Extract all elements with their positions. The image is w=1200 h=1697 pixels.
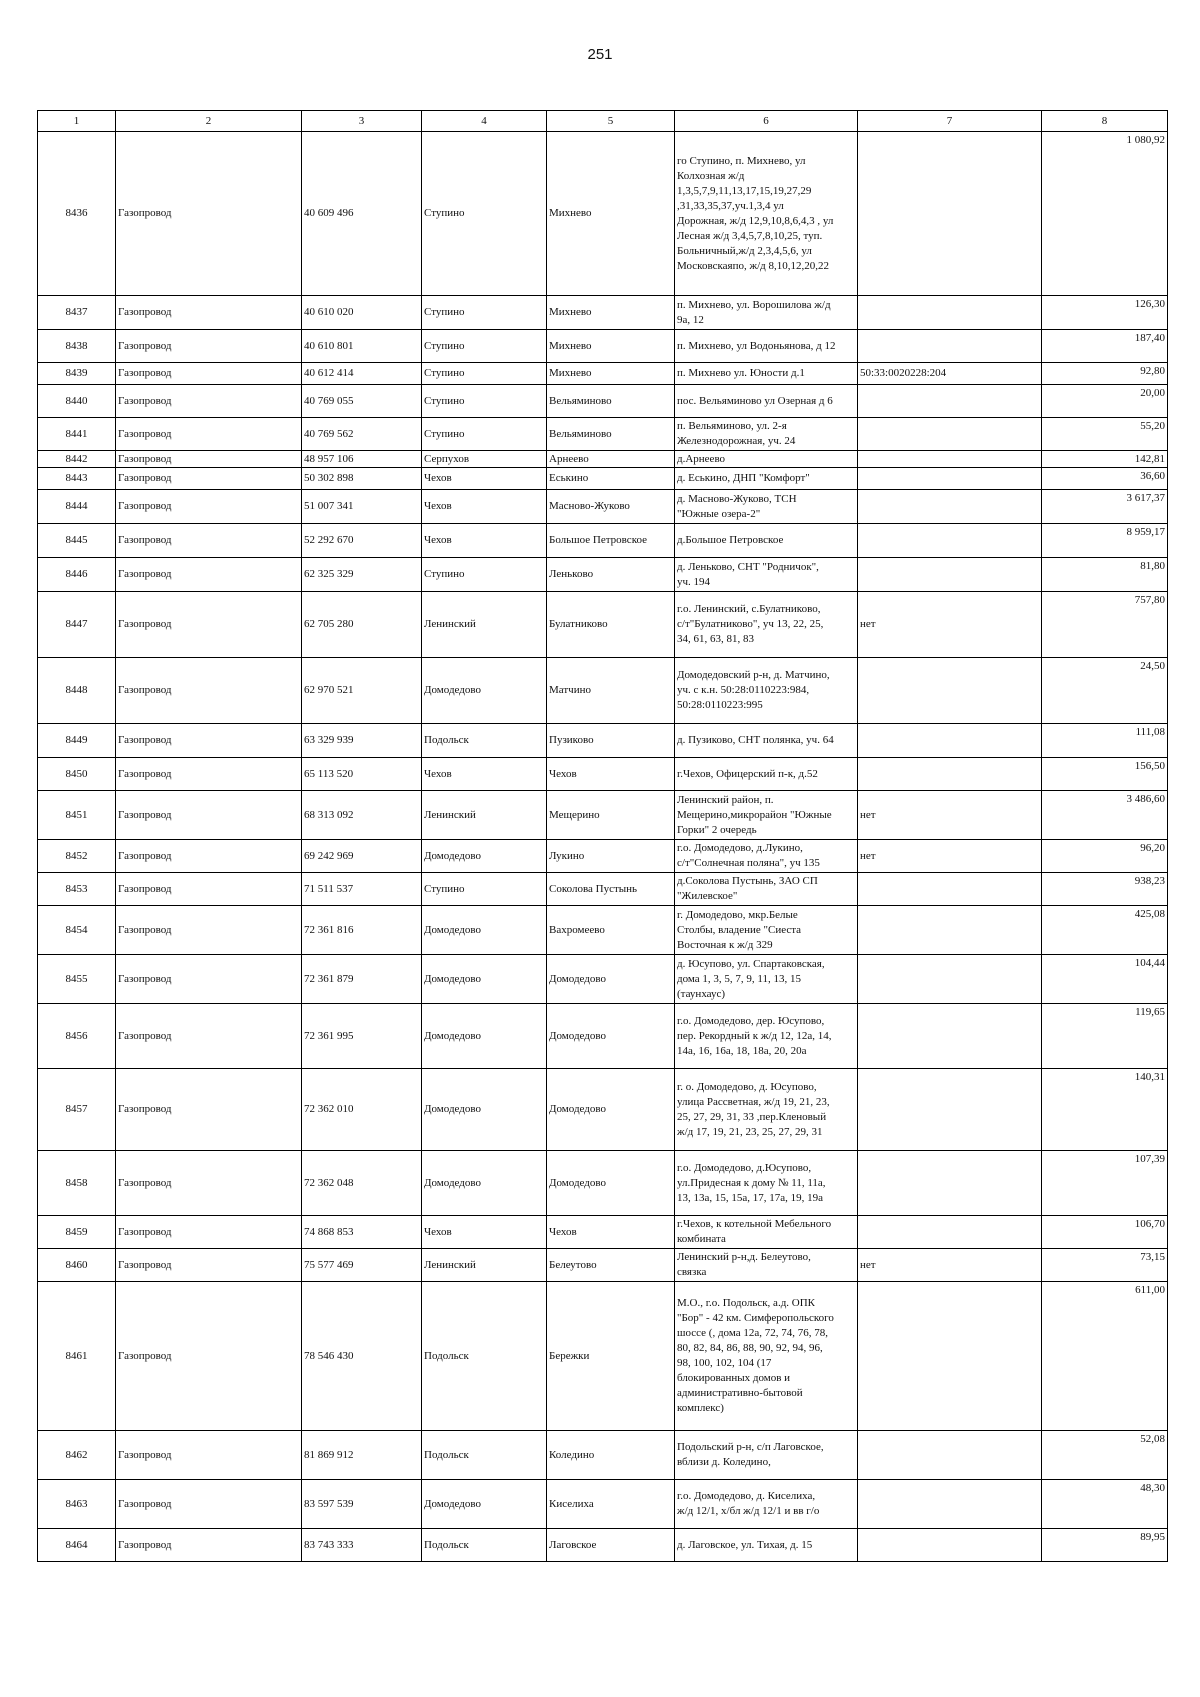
value-cell: 3 617,37 (1042, 490, 1168, 524)
row-number-cell: 8447 (38, 592, 116, 658)
registry-code-cell: 72 362 048 (302, 1151, 422, 1216)
value-cell: 1 080,92 (1042, 132, 1168, 296)
header-row (38, 111, 1168, 132)
object-type-cell: Газопровод (116, 363, 302, 385)
row-number-cell: 8459 (38, 1216, 116, 1249)
value-cell: 55,20 (1042, 418, 1168, 451)
registry-code-cell: 40 769 562 (302, 418, 422, 451)
object-type-cell: Газопровод (116, 1249, 302, 1282)
table-row (38, 132, 1168, 296)
object-type-cell: Газопровод (116, 1216, 302, 1249)
district-cell: Серпухов (422, 451, 547, 468)
address-cell: д.Соколова Пустынь, ЗАО СП "Жилевское" (675, 873, 858, 906)
object-type-cell: Газопровод (116, 791, 302, 840)
locality-cell: Леньково (547, 558, 675, 592)
row-number-cell: 8462 (38, 1431, 116, 1480)
district-cell: Подольск (422, 1282, 547, 1431)
table-row (38, 490, 1168, 524)
object-type-cell: Газопровод (116, 418, 302, 451)
value-cell: 24,50 (1042, 658, 1168, 724)
table-row (38, 955, 1168, 1004)
registry-code-cell: 65 113 520 (302, 758, 422, 791)
district-cell: Ленинский (422, 1249, 547, 1282)
locality-cell: Киселиха (547, 1480, 675, 1529)
locality-cell: Вельяминово (547, 418, 675, 451)
row-number-cell: 8446 (38, 558, 116, 592)
locality-cell: Вельяминово (547, 385, 675, 418)
value-cell: 126,30 (1042, 296, 1168, 330)
object-type-cell: Газопровод (116, 490, 302, 524)
address-cell: д. Юсупово, ул. Спартаковская, дома 1, 3, 5, 7, 9, 11, 13, 15 (таунхаус) (675, 955, 858, 1004)
district-cell: Домодедово (422, 1069, 547, 1151)
row-number-cell: 8444 (38, 490, 116, 524)
table-row (38, 791, 1168, 840)
address-cell: г.Чехов, Офицерский п-к, д.52 (675, 758, 858, 791)
row-number-cell: 8443 (38, 468, 116, 490)
table-row (38, 873, 1168, 906)
registry-code-cell: 68 313 092 (302, 791, 422, 840)
district-cell: Ступино (422, 873, 547, 906)
locality-cell: Матчино (547, 658, 675, 724)
cadastral-cell (858, 1480, 1042, 1529)
column-header: 5 (547, 111, 675, 132)
registry-code-cell: 69 242 969 (302, 840, 422, 873)
row-number-cell: 8442 (38, 451, 116, 468)
table-row (38, 296, 1168, 330)
locality-cell: Пузиково (547, 724, 675, 758)
value-cell: 119,65 (1042, 1004, 1168, 1069)
object-type-cell: Газопровод (116, 955, 302, 1004)
district-cell: Ступино (422, 558, 547, 592)
row-number-cell: 8441 (38, 418, 116, 451)
column-header: 8 (1042, 111, 1168, 132)
table-row (38, 658, 1168, 724)
object-type-cell: Газопровод (116, 758, 302, 791)
cadastral-cell (858, 724, 1042, 758)
district-cell: Ленинский (422, 791, 547, 840)
registry-code-cell: 50 302 898 (302, 468, 422, 490)
registry-code-cell: 75 577 469 (302, 1249, 422, 1282)
locality-cell: Белеутово (547, 1249, 675, 1282)
object-type-cell: Газопровод (116, 1069, 302, 1151)
object-type-cell: Газопровод (116, 524, 302, 558)
object-type-cell: Газопровод (116, 296, 302, 330)
locality-cell: Михнево (547, 363, 675, 385)
locality-cell: Коледино (547, 1431, 675, 1480)
registry-code-cell: 62 970 521 (302, 658, 422, 724)
locality-cell: Лукино (547, 840, 675, 873)
cadastral-cell (858, 1431, 1042, 1480)
object-type-cell: Газопровод (116, 906, 302, 955)
table-row (38, 1249, 1168, 1282)
cadastral-cell (858, 758, 1042, 791)
table-row (38, 418, 1168, 451)
district-cell: Ступино (422, 385, 547, 418)
object-type-cell: Газопровод (116, 724, 302, 758)
object-type-cell: Газопровод (116, 1004, 302, 1069)
value-cell: 156,50 (1042, 758, 1168, 791)
value-cell: 89,95 (1042, 1529, 1168, 1562)
locality-cell: Булатниково (547, 592, 675, 658)
district-cell: Чехов (422, 1216, 547, 1249)
district-cell: Чехов (422, 524, 547, 558)
district-cell: Ступино (422, 330, 547, 363)
object-type-cell: Газопровод (116, 1480, 302, 1529)
value-cell: 938,23 (1042, 873, 1168, 906)
registry-code-cell: 83 597 539 (302, 1480, 422, 1529)
value-cell: 107,39 (1042, 1151, 1168, 1216)
registry-code-cell: 40 612 414 (302, 363, 422, 385)
address-cell: п. Михнево ул. Юности д.1 (675, 363, 858, 385)
address-cell: Подольский р-н, с/п Лаговское, вблизи д. Коледино, (675, 1431, 858, 1480)
value-cell: 187,40 (1042, 330, 1168, 363)
table-row (38, 524, 1168, 558)
address-cell: г. о. Домодедово, д. Юсупово, улица Рассветная, ж/д 19, 21, 23, 25, 27, 29, 31, 33 ,пер.Кленовый ж/д 17, 19, 21, 23, 25, 27, 29, 31 (675, 1069, 858, 1151)
object-type-cell: Газопровод (116, 558, 302, 592)
object-type-cell: Газопровод (116, 330, 302, 363)
value-cell: 96,20 (1042, 840, 1168, 873)
registry-code-cell: 40 609 496 (302, 132, 422, 296)
address-cell: г.Чехов, к котельной Мебельного комбината (675, 1216, 858, 1249)
value-cell: 48,30 (1042, 1480, 1168, 1529)
locality-cell: Домодедово (547, 1004, 675, 1069)
cadastral-cell: нет (858, 592, 1042, 658)
address-cell: г. Домодедово, мкр.Белые Столбы, владение "Сиеста Восточная к ж/д 329 (675, 906, 858, 955)
value-cell: 20,00 (1042, 385, 1168, 418)
value-cell: 425,08 (1042, 906, 1168, 955)
table-row (38, 1529, 1168, 1562)
district-cell: Домодедово (422, 906, 547, 955)
registry-code-cell: 63 329 939 (302, 724, 422, 758)
address-cell: д.Арнеево (675, 451, 858, 468)
row-number-cell: 8454 (38, 906, 116, 955)
value-cell: 92,80 (1042, 363, 1168, 385)
district-cell: Домодедово (422, 955, 547, 1004)
cadastral-cell (858, 558, 1042, 592)
cadastral-cell (858, 490, 1042, 524)
table-row (38, 1004, 1168, 1069)
value-cell: 140,31 (1042, 1069, 1168, 1151)
row-number-cell: 8451 (38, 791, 116, 840)
cadastral-cell (858, 1004, 1042, 1069)
locality-cell: Соколова Пустынь (547, 873, 675, 906)
value-cell: 611,00 (1042, 1282, 1168, 1431)
district-cell: Домодедово (422, 658, 547, 724)
registry-code-cell: 72 362 010 (302, 1069, 422, 1151)
object-type-cell: Газопровод (116, 468, 302, 490)
object-type-cell: Газопровод (116, 658, 302, 724)
value-cell: 757,80 (1042, 592, 1168, 658)
value-cell: 104,44 (1042, 955, 1168, 1004)
district-cell: Домодедово (422, 840, 547, 873)
locality-cell: Чехов (547, 758, 675, 791)
row-number-cell: 8458 (38, 1151, 116, 1216)
object-type-cell: Газопровод (116, 592, 302, 658)
row-number-cell: 8464 (38, 1529, 116, 1562)
registry-code-cell: 51 007 341 (302, 490, 422, 524)
district-cell: Домодедово (422, 1480, 547, 1529)
address-cell: го Ступино, п. Михнево, ул Колхозная ж/д 1,3,5,7,9,11,13,17,15,19,27,29 ,31,33,35,37,уч.1,3,4 ул Дорожная, ж/д 12,9,10,8,6,4,3 , ул Лесная ж/д 3,4,5,7,8,10,25, туп. Больничный,ж/д 2,3,4,5,6, ул Московскаяпо, ж/д 8,10,12,20,22 (675, 132, 858, 296)
object-type-cell: Газопровод (116, 873, 302, 906)
registry-code-cell: 71 511 537 (302, 873, 422, 906)
table-row (38, 1151, 1168, 1216)
table-row (38, 840, 1168, 873)
district-cell: Ступино (422, 363, 547, 385)
column-header: 1 (38, 111, 116, 132)
registry-code-cell: 81 869 912 (302, 1431, 422, 1480)
address-cell: Ленинский район, п. Мещерино,микрорайон "Южные Горки" 2 очередь (675, 791, 858, 840)
cadastral-cell (858, 296, 1042, 330)
cadastral-cell (858, 418, 1042, 451)
cadastral-cell: нет (858, 791, 1042, 840)
table-row (38, 330, 1168, 363)
row-number-cell: 8436 (38, 132, 116, 296)
row-number-cell: 8438 (38, 330, 116, 363)
locality-cell: Арнеево (547, 451, 675, 468)
registry-code-cell: 62 705 280 (302, 592, 422, 658)
district-cell: Ступино (422, 296, 547, 330)
registry-code-cell: 72 361 995 (302, 1004, 422, 1069)
value-cell: 52,08 (1042, 1431, 1168, 1480)
registry-code-cell: 40 769 055 (302, 385, 422, 418)
object-type-cell: Газопровод (116, 840, 302, 873)
address-cell: д. Масново-Жуково, ТСН "Южные озера-2" (675, 490, 858, 524)
address-cell: г.о. Домодедово, д. Киселиха, ж/д 12/1, х/бл ж/д 12/1 и вв г/о (675, 1480, 858, 1529)
locality-cell: Михнево (547, 296, 675, 330)
object-type-cell: Газопровод (116, 1529, 302, 1562)
row-number-cell: 8452 (38, 840, 116, 873)
cadastral-cell (858, 873, 1042, 906)
cadastral-cell: нет (858, 1249, 1042, 1282)
cadastral-cell (858, 468, 1042, 490)
column-header: 7 (858, 111, 1042, 132)
object-type-cell: Газопровод (116, 132, 302, 296)
address-cell: г.о. Домодедово, дер. Юсупово, пер. Рекордный к ж/д 12, 12а, 14, 14а, 16, 16а, 18, 18а, 20, 20а (675, 1004, 858, 1069)
row-number-cell: 8455 (38, 955, 116, 1004)
cadastral-cell: 50:33:0020228:204 (858, 363, 1042, 385)
locality-cell: Михнево (547, 132, 675, 296)
locality-cell: Домодедово (547, 1069, 675, 1151)
address-cell: Ленинский р-н,д. Белеутово, связка (675, 1249, 858, 1282)
cadastral-cell (858, 132, 1042, 296)
address-cell: г.о. Домодедово, д.Юсупово, ул.Придесная к дому № 11, 11а, 13, 13а, 15, 15а, 17, 17а, 19, 19а (675, 1151, 858, 1216)
registry-code-cell: 72 361 879 (302, 955, 422, 1004)
row-number-cell: 8453 (38, 873, 116, 906)
district-cell: Ступино (422, 418, 547, 451)
address-cell: д. Еськино, ДНП "Комфорт" (675, 468, 858, 490)
locality-cell: Вахромеево (547, 906, 675, 955)
value-cell: 8 959,17 (1042, 524, 1168, 558)
table-row (38, 1069, 1168, 1151)
value-cell: 111,08 (1042, 724, 1168, 758)
object-type-cell: Газопровод (116, 1151, 302, 1216)
cadastral-cell (858, 1069, 1042, 1151)
address-cell: д. Пузиково, СНТ полянка, уч. 64 (675, 724, 858, 758)
table-row (38, 363, 1168, 385)
address-cell: д. Леньково, СНТ "Родничок", уч. 194 (675, 558, 858, 592)
registry-code-cell: 62 325 329 (302, 558, 422, 592)
district-cell: Чехов (422, 758, 547, 791)
address-cell: пос. Вельяминово ул Озерная д 6 (675, 385, 858, 418)
row-number-cell: 8460 (38, 1249, 116, 1282)
column-header: 3 (302, 111, 422, 132)
district-cell: Чехов (422, 490, 547, 524)
value-cell: 142,81 (1042, 451, 1168, 468)
address-cell: г.о. Ленинский, с.Булатниково, с/т"Булатниково", уч 13, 22, 25, 34, 61, 63, 81, 83 (675, 592, 858, 658)
cadastral-cell (858, 906, 1042, 955)
table-row (38, 385, 1168, 418)
cadastral-cell (858, 658, 1042, 724)
address-cell: п. Вельяминово, ул. 2-я Железнодорожная, уч. 24 (675, 418, 858, 451)
value-cell: 81,80 (1042, 558, 1168, 592)
address-cell: д.Большое Петровское (675, 524, 858, 558)
row-number-cell: 8439 (38, 363, 116, 385)
cadastral-cell (858, 451, 1042, 468)
locality-cell: Домодедово (547, 1151, 675, 1216)
row-number-cell: 8450 (38, 758, 116, 791)
column-header: 6 (675, 111, 858, 132)
locality-cell: Михнево (547, 330, 675, 363)
registry-code-cell: 48 957 106 (302, 451, 422, 468)
district-cell: Ленинский (422, 592, 547, 658)
row-number-cell: 8437 (38, 296, 116, 330)
row-number-cell: 8456 (38, 1004, 116, 1069)
district-cell: Подольск (422, 724, 547, 758)
district-cell: Подольск (422, 1529, 547, 1562)
locality-cell: Еськино (547, 468, 675, 490)
value-cell: 36,60 (1042, 468, 1168, 490)
address-cell: Домодедовский р-н, д. Матчино, уч. с к.н. 50:28:0110223:984, 50:28:0110223:995 (675, 658, 858, 724)
registry-code-cell: 78 546 430 (302, 1282, 422, 1431)
column-header: 2 (116, 111, 302, 132)
registry-table (37, 110, 1168, 1562)
table-row (38, 758, 1168, 791)
locality-cell: Лаговское (547, 1529, 675, 1562)
locality-cell: Мещерино (547, 791, 675, 840)
registry-code-cell: 72 361 816 (302, 906, 422, 955)
table-row (38, 451, 1168, 468)
table-row (38, 592, 1168, 658)
address-cell: п. Михнево, ул Водоньянова, д 12 (675, 330, 858, 363)
row-number-cell: 8445 (38, 524, 116, 558)
address-cell: М.О., г.о. Подольск, а.д. ОПК "Бор" - 42 км. Симферопольского шоссе (, дома 12а, 72, 74, 76, 78, 80, 82, 84, 86, 88, 90, 92, 94, 96, 98, 100, 102, 104 (17 блокированных домов и административно-бытовой комплекс) (675, 1282, 858, 1431)
cadastral-cell (858, 1282, 1042, 1431)
cadastral-cell (858, 1216, 1042, 1249)
value-cell: 106,70 (1042, 1216, 1168, 1249)
cadastral-cell (858, 385, 1042, 418)
district-cell: Ступино (422, 132, 547, 296)
cadastral-cell (858, 955, 1042, 1004)
row-number-cell: 8448 (38, 658, 116, 724)
table-row (38, 1216, 1168, 1249)
locality-cell: Большое Петровское (547, 524, 675, 558)
table-row (38, 906, 1168, 955)
registry-code-cell: 83 743 333 (302, 1529, 422, 1562)
cadastral-cell (858, 1529, 1042, 1562)
object-type-cell: Газопровод (116, 1431, 302, 1480)
district-cell: Подольск (422, 1431, 547, 1480)
district-cell: Чехов (422, 468, 547, 490)
registry-code-cell: 40 610 020 (302, 296, 422, 330)
value-cell: 3 486,60 (1042, 791, 1168, 840)
page-number: 251 (587, 46, 613, 63)
row-number-cell: 8457 (38, 1069, 116, 1151)
object-type-cell: Газопровод (116, 1282, 302, 1431)
row-number-cell: 8440 (38, 385, 116, 418)
address-cell: д. Лаговское, ул. Тихая, д. 15 (675, 1529, 858, 1562)
locality-cell: Масново-Жуково (547, 490, 675, 524)
table-row (38, 468, 1168, 490)
cadastral-cell (858, 1151, 1042, 1216)
registry-code-cell: 40 610 801 (302, 330, 422, 363)
address-cell: п. Михнево, ул. Ворошилова ж/д 9а, 12 (675, 296, 858, 330)
registry-code-cell: 52 292 670 (302, 524, 422, 558)
address-cell: г.о. Домодедово, д.Лукино, с/т"Солнечная поляна", уч 135 (675, 840, 858, 873)
object-type-cell: Газопровод (116, 385, 302, 418)
table-row (38, 1480, 1168, 1529)
cadastral-cell (858, 524, 1042, 558)
table-row (38, 1282, 1168, 1431)
registry-code-cell: 74 868 853 (302, 1216, 422, 1249)
table-row (38, 558, 1168, 592)
district-cell: Домодедово (422, 1151, 547, 1216)
locality-cell: Чехов (547, 1216, 675, 1249)
table-row (38, 724, 1168, 758)
row-number-cell: 8449 (38, 724, 116, 758)
row-number-cell: 8461 (38, 1282, 116, 1431)
value-cell: 73,15 (1042, 1249, 1168, 1282)
locality-cell: Домодедово (547, 955, 675, 1004)
district-cell: Домодедово (422, 1004, 547, 1069)
object-type-cell: Газопровод (116, 451, 302, 468)
row-number-cell: 8463 (38, 1480, 116, 1529)
table-row (38, 1431, 1168, 1480)
column-header: 4 (422, 111, 547, 132)
locality-cell: Бережки (547, 1282, 675, 1431)
cadastral-cell: нет (858, 840, 1042, 873)
cadastral-cell (858, 330, 1042, 363)
